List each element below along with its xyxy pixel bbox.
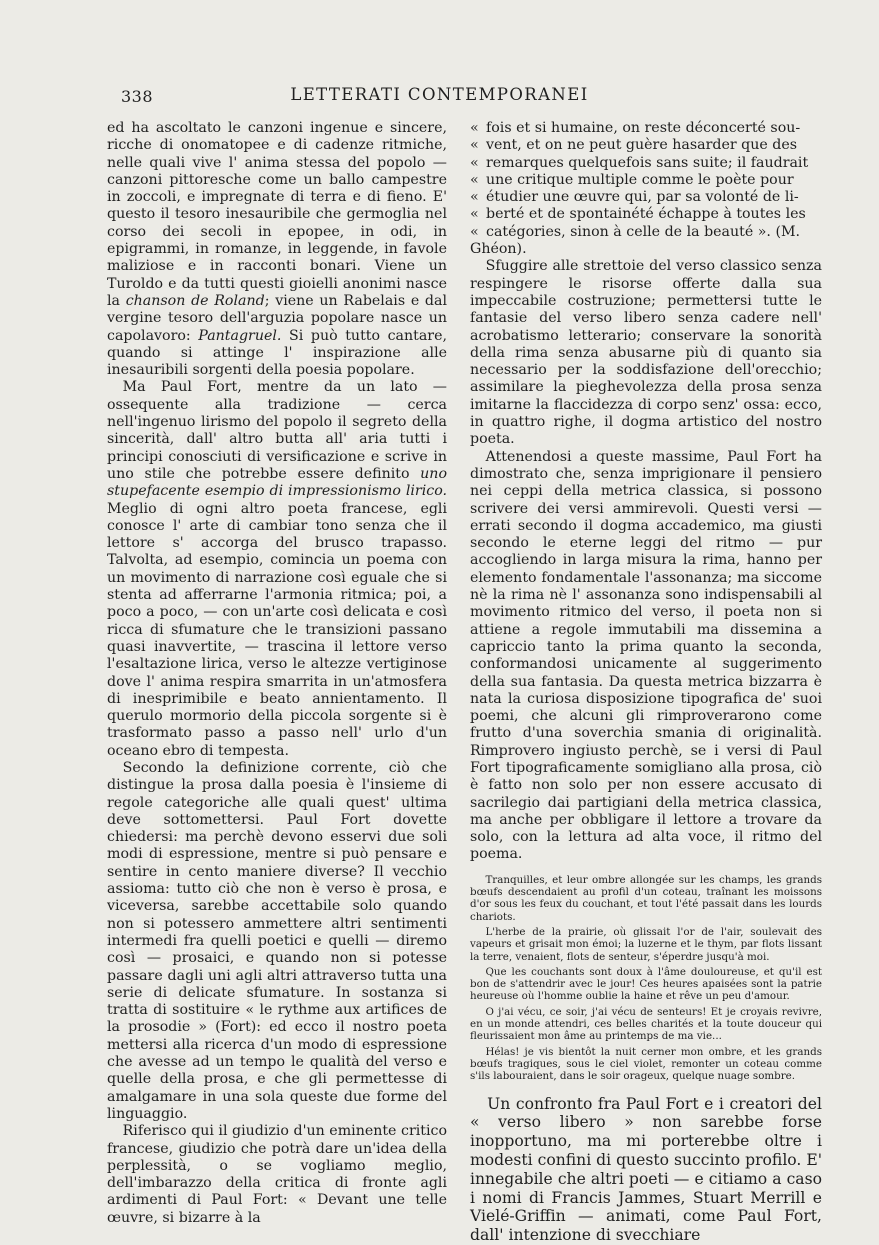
paragraph: Un confronto fra Paul Fort e i creatori del « verso libero » non sarebbe forse inopportuno, ma mi porterebbe oltre i modesti confini di questo succinto profilo. E' innegabile che altri poeti — e citiamo a caso i nomi di Francis Jammes, Stuart Merrill e Vielé-Griffin — animati, come Paul Fort, dall' intenzione di svecchiare (470, 1094, 823, 1245)
paragraph: Sfuggire alle strettoie del verso classico senza respingere le risorse offerte dalla sua impeccabile costruzione; permettersi tutte le fantasie del verso libero senza cadere nell' acrobatismo letterario; conservare la sonorità della rima senza abusarne più di quanto sia necessario per la soddisfazione dell'orecchio; assimilare la pieghevolezza della prosa senza imitarne la flaccidezza di corpo senz' ossa: ecco, in quattro righe, il dogma artistico del nostro poeta. (470, 258, 822, 448)
page-number: 338 (121, 87, 154, 106)
paragraph: Riferisco qui il giudizio d'un eminente critico francese, giudizio che potrà dare un'idea della perplessità, o se vogliamo meglio, dell'imbarazzo della critica di fronte agli ardimenti di Paul Fort: « Devant une telle œuvre, si bizarre à la (107, 1123, 447, 1226)
running-title: LETTERATI CONTEMPORANEI (290, 85, 589, 104)
paragraph: Secondo la definizione corrente, ciò che distingue la prosa dalla poesia è l'insieme di regole categoriche alle quali quest' ultima deve sottomettersi. Paul Fort dovette chiedersi: ma perchè devono esservi due soli modi di espressione, mentre si può pensare e sentire in cento maniere diverse? Il vecchio assioma: tutto ciò che non è verso è prosa, e viceversa, sarebbe accettabile solo quando non si potessero ammettere altri sentimenti intermedi fra quelli poetici e quelli — diremo così — prosaici, e quando non si potesse passare dagli uni agli altri attraverso tutta una serie di delicate sfumature. In sostanza si tratta di sostituire « le rythme aux artifices de la prosodie » (Fort): ed ecco il nostro poeta mettersi alla ricerca d'un modo di espressione che avesse ad un tempo le qualità del verso e quelle della prosa, e che gli permettesse di amalgamare in una sola queste due forme del linguaggio. (107, 759, 447, 1122)
poem-excerpt (470, 874, 822, 1083)
poem-stanza: L'herbe de la prairie, où glissait l'or de l'air, soulevait des vapeurs et grisait mon émoi; la luzerne et le thym, par flots lissant la terre, venaient, flots de senteur, s'éperdre jusqu'à moi. (470, 925, 822, 963)
quote-line: « étudier une œuvre qui, par sa volonté de li- (470, 189, 822, 206)
quote-attribution: Ghéon). (470, 241, 527, 258)
italic-phrase: uno stupefacente esempio di impressionismo lirico. (107, 465, 447, 500)
quote-line: « berté et de spontainété échappe à toutes les (470, 206, 822, 223)
poem-stanza: Que les couchants sont doux à l'âme douloureuse, et qu'il est bon de s'attendrir avec le jour! Ces heures apaisées sont la patrie heureuse où l'homme oublie la haine et rêve un peu d'amour. (470, 965, 822, 1003)
italic-title: chanson de Roland (125, 292, 265, 309)
quote-line: « une critique multiple comme le poète pour (470, 172, 822, 189)
quote-line: « fois et si humaine, on reste déconcerté sou- (470, 120, 822, 137)
quote-line: « remarques quelquefois sans suite; il faudrait (470, 155, 822, 172)
left-column (107, 120, 447, 1227)
paragraph: ed ha ascoltato le canzoni ingenue e sincere, ricche di onomatopee e di cadenze ritmiche, nelle quali vive l' anima stessa del popolo — canzoni pittoresche come un ballo campestre in zoccoli, e impregnate di terra e di fieno. E' questo il tesoro inesauribile che germoglia nel corso dei secoli in epopee, in odi, in epigrammi, in romanze, in leggende, in favole maliziose e in racconti bonari. Viene un Turoldo e da tutti questi gioielli anonimi nasce la chanson de Roland; viene un Rabelais e dal vergine tesoro dell'arguzia popolare nasce un capolavoro: Pantagruel. Si può tutto cantare, quando si attinge l' inspirazione alle inesauribili sorgenti della poesia popolare. (107, 120, 448, 379)
quote-line: « catégories, sinon à celle de la beauté ». (M. (470, 224, 822, 241)
paragraph: Ma Paul Fort, mentre da un lato — ossequente alla tradizione — cerca nell'ingenuo lirismo del popolo il segreto della sincerità, dall' altro butta all' aria tutti i principi conosciuti di versificazione e scrive in uno stile che potrebbe essere definito uno stupefacente esempio di impressionismo lirico. Meglio di ogni altro poeta francese, egli conosce l' arte di cambiar tono senza che il lettore s' accorga del brusco trapasso. Talvolta, ad esempio, comincia un poema con un movimento di narrazione così eguale che si stenta ad afferrarne l'armonia ritmica; poi, a poco a poco, — con un'arte così delicata e così ricca di sfumature che le transizioni passano quasi inavvertite, — trascina il lettore verso l'esaltazione lirica, verso le altezze vertiginose dove l' anima respira smarrita in un'atmosfera di inesprimibile e beato annientamento. Il querulo mormorio della piccola sorgente si è trasformato passo a passo nell' urlo d'un oceano ebro di tempesta. (107, 379, 447, 759)
poem-stanza: Tranquilles, et leur ombre allongée sur les champs, les grands bœufs descendaient au profil d'un coteau, traînant les moissons d'or sous les feux du couchant, et tout l'été passait dans les lourds chariots. (470, 873, 822, 923)
poem-stanza: O j'ai vécu, ce soir, j'ai vécu de senteurs! Et je croyais revivre, en un monde attendri, ces belles charités et la toute douceur qui fleurissaient mon âme au printemps de ma vie... (470, 1005, 822, 1043)
quote-line: « vent, et on ne peut guère hasarder que des (470, 137, 822, 154)
italic-title: Pantagruel. (198, 327, 282, 344)
paragraph: Attenendosi a queste massime, Paul Fort ha dimostrato che, senza imprigionare il pensiero nei ceppi della metrica classica, si possono scrivere dei versi ammirevoli. Questi versi — errati secondo il dogma accademico, ma giusti secondo le eterne leggi del ritmo — pur accogliendo in larga misura la rima, hanno per elemento fondamentale l'assonanza; ma siccome nè la rima nè l' assonanza sono indispensabili al movimento ritmico del verso, il poeta non si attiene a regole immutabili ma dissemina a capriccio tanto la prima quanto la seconda, conformandosi unicamente al suggerimento della sua fantasia. Da questa metrica bizzarra è nata la curiosa disposizione tipografica de' suoi poemi, che alcuni gli rimproverarono come frutto d'una soverchia smania di originalità. Rimprovero ingiusto perchè, se i versi di Paul Fort tipograficamente somigliano alla prosa, ciò è fatto non solo per non essere accusato di sacrilegio dai partigiani della metrica classica, ma anche per obbligare il lettore a trovare da solo, con la lettura ad alta voce, il ritmo del poema. (470, 448, 822, 863)
poem-stanza: Hélas! je vis bientôt la nuit cerner mon ombre, et les grands bœufs tragiques, sous le ciel violet, remonter un coteau comme s'ils labouraient, dans le soir orageux, quelque nuage sombre. (470, 1045, 822, 1083)
right-column (470, 120, 822, 1245)
